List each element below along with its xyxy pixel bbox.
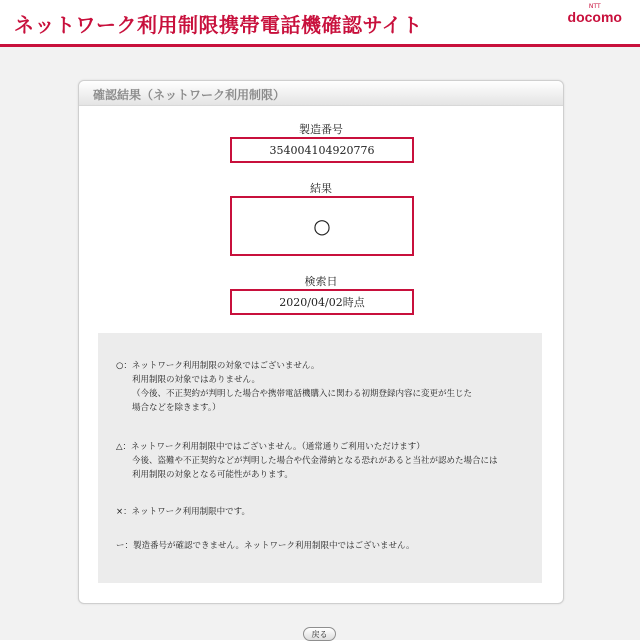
serial-number-label: 製造番号 (299, 123, 343, 136)
legend-box (98, 333, 542, 583)
legend-triangle-line: △：ネットワーク利用制限中ではございません。（通常通りご利用いただけます） (116, 442, 425, 452)
search-date-box (230, 289, 414, 315)
result-value: ○ (313, 214, 331, 238)
legend-circle-line: 利用制限の対象ではありません。 (132, 375, 261, 385)
logo-docomo-text: docomo (567, 9, 622, 25)
site-title: ネットワーク利用制限携帯電話機確認サイト (14, 13, 423, 37)
docomo-logo (568, 3, 622, 24)
search-date-value: 2020/04/02時点 (279, 296, 365, 309)
result-panel (78, 80, 564, 604)
panel-title: 確認結果（ネットワーク利用制限） (93, 88, 286, 102)
legend-circle-line: （今後、不正契約が判明した場合や携帯電話機購入に関わる初期登録内容に変更が生じた (132, 389, 473, 399)
serial-number-box (230, 137, 414, 163)
legend-triangle-line: 利用制限の対象となる可能性があります。 (132, 470, 293, 480)
search-date-label: 検索日 (304, 275, 338, 288)
legend-circle-line: 場合などを除きます。） (132, 403, 221, 413)
legend-circle-line: ○：ネットワーク利用制限の対象ではございません。 (116, 361, 320, 371)
legend-triangle (116, 440, 498, 482)
legend-circle (116, 359, 472, 415)
back-button[interactable] (303, 627, 336, 641)
result-label: 結果 (310, 182, 332, 195)
back-button-label: 戻る (311, 629, 328, 639)
result-box (230, 196, 414, 256)
logo-ntt-text: NTT (588, 3, 601, 10)
legend-triangle-line: 今後、盗難や不正契約などが判明した場合や代金滞納となる恐れがあると当社が認めた場合には (132, 456, 498, 466)
panel-header (79, 81, 563, 106)
legend-cross: ×：ネットワーク利用制限中です。 (116, 507, 250, 517)
serial-number-value: 354004104920776 (269, 143, 375, 157)
site-header (0, 0, 640, 47)
legend-dash: ー：製造番号が確認できません。ネットワーク利用制限中ではございません。 (116, 541, 415, 551)
